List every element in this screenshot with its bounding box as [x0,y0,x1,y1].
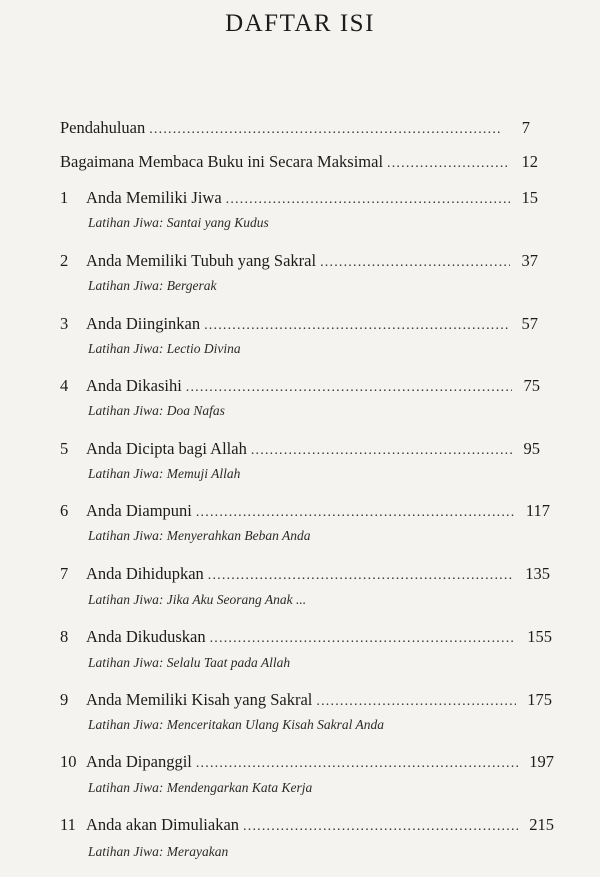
toc-entry-label: Bagaimana Membaca Buku ini Secara Maksimal [60,152,384,171]
toc-chapter-10[interactable] [60,752,554,772]
toc-chapter-5[interactable] [60,439,540,459]
toc-entry-page: 12 [521,152,538,171]
chapter-number: 9 [60,690,69,709]
toc-chapter-3[interactable] [60,314,538,334]
chapter-page: 75 [523,376,540,395]
dot-leader [196,756,518,772]
toc-entry-cara-membaca[interactable] [60,152,538,172]
chapter-number: 10 [60,752,77,771]
chapter-page: 155 [527,627,552,646]
chapter-page: 197 [529,752,554,771]
chapter-number: 2 [60,251,69,270]
chapter-exercise: Latihan Jiwa: Bergerak [88,278,217,293]
dot-leader [208,568,514,584]
dot-leader [320,255,510,271]
toc-chapter-1[interactable] [60,188,538,208]
chapter-title: Anda Memiliki Jiwa [86,188,222,207]
toc-chapter-4[interactable] [60,376,540,396]
chapter-page: 15 [521,188,538,207]
dot-leader [251,443,512,459]
chapter-title: Anda Dikuduskan [86,627,206,646]
toc-entry-label: Pendahuluan [60,118,146,137]
toc-chapter-7[interactable] [60,564,550,584]
chapter-page: 57 [521,314,538,333]
chapter-number: 5 [60,439,69,458]
toc-chapter-6[interactable] [60,501,550,521]
toc-entry-pendahuluan[interactable] [60,118,530,138]
chapter-title: Anda Memiliki Tubuh yang Sakral [86,251,317,270]
chapter-exercise: Latihan Jiwa: Santai yang Kudus [88,215,269,230]
chapter-page: 117 [525,501,550,520]
chapter-exercise: Latihan Jiwa: Lectio Divina [88,341,241,356]
dot-leader [149,122,502,138]
dot-leader [204,318,510,334]
toc-chapter-11[interactable] [60,815,554,835]
dot-leader [243,819,518,835]
chapter-page: 95 [523,439,540,458]
chapter-number: 4 [60,376,69,395]
chapter-title: Anda Dikasihi [86,376,182,395]
dot-leader [387,156,510,172]
chapter-title: Anda Dihidupkan [86,564,204,583]
chapter-number: 8 [60,627,69,646]
chapter-exercise: Latihan Jiwa: Memuji Allah [88,466,241,481]
chapter-exercise: Latihan Jiwa: Menyerahkan Beban Anda [88,528,311,543]
toc-chapter-2[interactable] [60,251,538,271]
chapter-number: 1 [60,188,69,207]
dot-leader [226,192,510,208]
toc-entry-page: 7 [521,118,530,137]
chapter-number: 6 [60,501,69,520]
chapter-exercise: Latihan Jiwa: Menceritakan Ulang Kisah Sakral Anda [88,717,384,732]
chapter-number: 11 [60,815,76,834]
chapter-title: Anda akan Dimuliakan [86,815,240,834]
chapter-exercise: Latihan Jiwa: Merayakan [88,844,229,859]
chapter-page: 135 [525,564,550,583]
chapter-title: Anda Dipanggil [86,752,192,771]
chapter-title: Anda Memiliki Kisah yang Sakral [86,690,313,709]
page-title: DAFTAR ISI [225,10,375,37]
toc-chapter-8[interactable] [60,627,552,647]
chapter-exercise: Latihan Jiwa: Selalu Taat pada Allah [88,655,291,670]
dot-leader [186,380,512,396]
dot-leader [210,631,516,647]
dot-leader [196,505,514,521]
chapter-page: 215 [529,815,554,834]
chapter-title: Anda Diinginkan [86,314,201,333]
chapter-title: Anda Diampuni [86,501,192,520]
chapter-number: 7 [60,564,69,583]
toc-chapter-9[interactable] [60,690,552,710]
chapter-exercise: Latihan Jiwa: Mendengarkan Kata Kerja [88,780,313,795]
chapter-title: Anda Dicipta bagi Allah [86,439,247,458]
chapter-exercise: Latihan Jiwa: Jika Aku Seorang Anak ... [88,592,307,607]
chapter-page: 37 [521,251,538,270]
dot-leader [316,694,516,710]
chapter-number: 3 [60,314,69,333]
chapter-page: 175 [527,690,552,709]
chapter-exercise: Latihan Jiwa: Doa Nafas [88,403,225,418]
